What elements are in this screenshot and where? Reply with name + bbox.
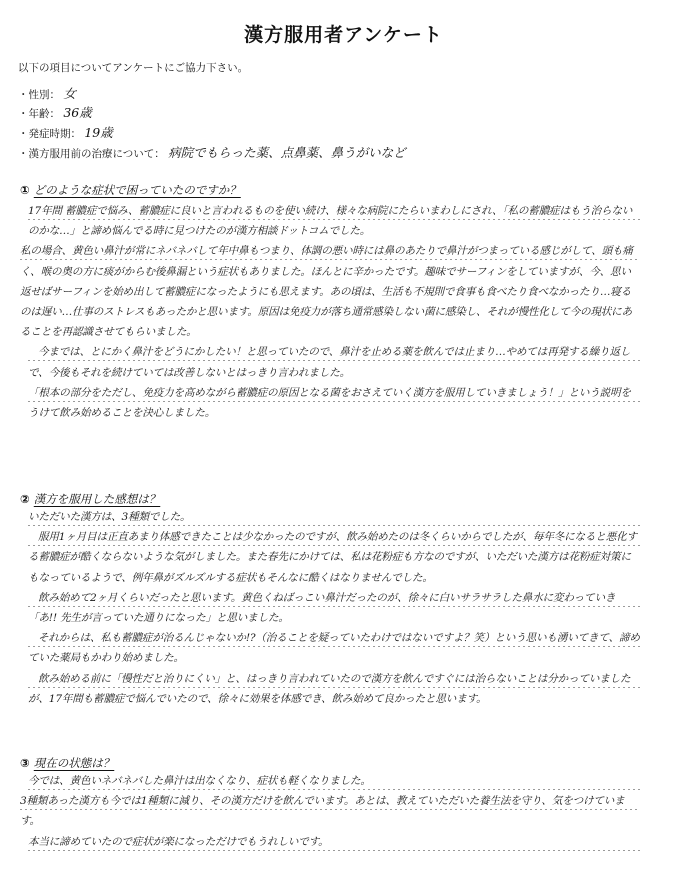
field-age-label: ・年齢： bbox=[18, 108, 60, 120]
field-prior-treatment-value: 病院でもらった薬、点鼻薬、鼻うがいなど bbox=[168, 145, 406, 160]
answer-paragraph: 飲み始める前に「慢性だと治りにくい」と、はっきり言われていたので漢方を飲んですぐには治らないことは分かっていましたが、17年間も蓄膿症で悩んでいたので、徐々に効果を体感でき、飲み始めて良かったと思います。 bbox=[28, 669, 640, 709]
question-3-answer bbox=[20, 771, 640, 852]
intro-text: 以下の項目についてアンケートにご協力下さい。 bbox=[18, 62, 249, 74]
answer-paragraph: 3種類あった漢方も今では1種類に減り、その漢方だけを飲んでいます。あとは、教えていただいた養生法を守り、気をつけています。 bbox=[20, 791, 640, 831]
question-1-text: どのような症状で困っていたのですか？ bbox=[33, 183, 241, 197]
question-2-text: 漢方を服用した感想は？ bbox=[33, 492, 161, 506]
question-3-text: 現在の状態は？ bbox=[33, 756, 115, 770]
answer-paragraph: いただいた漢方は、3種類でした。 bbox=[28, 507, 640, 527]
field-onset bbox=[18, 123, 113, 141]
answer-paragraph: 私の場合、黄色い鼻汁が常にネバネバして年中鼻もつまり、体調の悪い時には鼻のあたりで鼻汁がつまっている感じがして、頭も痛く、喉の奥の方に痰がからむ後鼻漏という症状もありました。ほんとに辛かったです。趣味でサーフィンをしていますが、今、思い返せばサーフィンを始め出して蓄膿症になったようにも思えます。あの頃は、生活も不規則で食事も食べたり食べなかったり…寝るのは遅い…仕事のストレスもあったかと思います。原因は免疫力が落ち通常感染しない菌に感染し、それが慢性化して今の現状にあることを再認識させてもらいました。 bbox=[20, 241, 640, 342]
field-gender-label: ・性別： bbox=[18, 89, 60, 101]
question-2-heading bbox=[20, 491, 160, 507]
question-1-heading bbox=[20, 182, 241, 198]
page-title: 漢方服用者アンケート bbox=[244, 24, 443, 46]
field-prior-treatment bbox=[18, 143, 406, 161]
field-prior-treatment-label: ・漢方服用前の治療について： bbox=[18, 148, 165, 160]
answer-paragraph: 「根本の部分をただし、免疫力を高めながら蓄膿症の原因となる菌をおさえていく漢方を服用していきましょう！」という説明をうけて飲み始めることを決心しました。 bbox=[28, 383, 640, 423]
question-1-number: ① bbox=[20, 183, 30, 197]
answer-paragraph: 今までは、とにかく鼻汁をどうにかしたい！と思っていたので、鼻汁を止める薬を飲んでは止まり…やめては再発する繰り返しで、今後もそれを続けていては改善しないとはっきり言われました。 bbox=[28, 342, 640, 382]
question-1-answer bbox=[20, 201, 640, 423]
field-age-value: 36歳 bbox=[63, 105, 92, 120]
question-3-heading bbox=[20, 755, 114, 771]
question-2-answer bbox=[28, 507, 640, 709]
field-age bbox=[18, 103, 92, 121]
answer-paragraph: それからは、私も蓄膿症が治るんじゃないか!?（治ることを疑っていたわけではないですよ？笑）という思いも湧いてきて、諦めていた薬局もかわり始めました。 bbox=[28, 628, 640, 668]
field-gender bbox=[18, 84, 76, 102]
field-gender-value: 女 bbox=[63, 86, 76, 101]
question-3-number: ③ bbox=[20, 756, 30, 770]
answer-paragraph: 服用1ヶ月目は正直あまり体感できたことは少なかったのですが、飲み始めたのは冬くらいからでしたが、毎年冬になると悪化する蓄膿症が酷くならないような気がしました。また春先にかけては、私は花粉症も方なのですが、いただいた漢方は花粉症対策にもなっているようで、例年鼻がズルズルする症状もそんなに酷くはなりませんでした。 bbox=[28, 527, 640, 588]
question-2-number: ② bbox=[20, 492, 30, 506]
field-onset-label: ・発症時期： bbox=[18, 128, 81, 140]
answer-paragraph: 今では、黄色いネバネバした鼻汁は出なくなり、症状も軽くなりました。 bbox=[28, 771, 640, 791]
answer-paragraph: 飲み始めて2ヶ月くらいだったと思います。黄色くねばっこい鼻汁だったのが、徐々に白いサラサラした鼻水に変わっていき「あ!! 先生が言っていた通りになった」と思いました。 bbox=[28, 588, 640, 628]
answer-paragraph: 17年間 蓄膿症で悩み、蓄膿症に良いと言われるものを使い続け、様々な病院にたらいまわしにされ、「私の蓄膿症はもう治らないのかな…」と諦め悩んでる時に見つけたのが漢方相談ドットコムでした。 bbox=[28, 201, 640, 241]
answer-paragraph: 本当に諦めていたので症状が楽になっただけでもうれしいです。 bbox=[28, 832, 640, 852]
field-onset-value: 19歳 bbox=[84, 125, 113, 140]
